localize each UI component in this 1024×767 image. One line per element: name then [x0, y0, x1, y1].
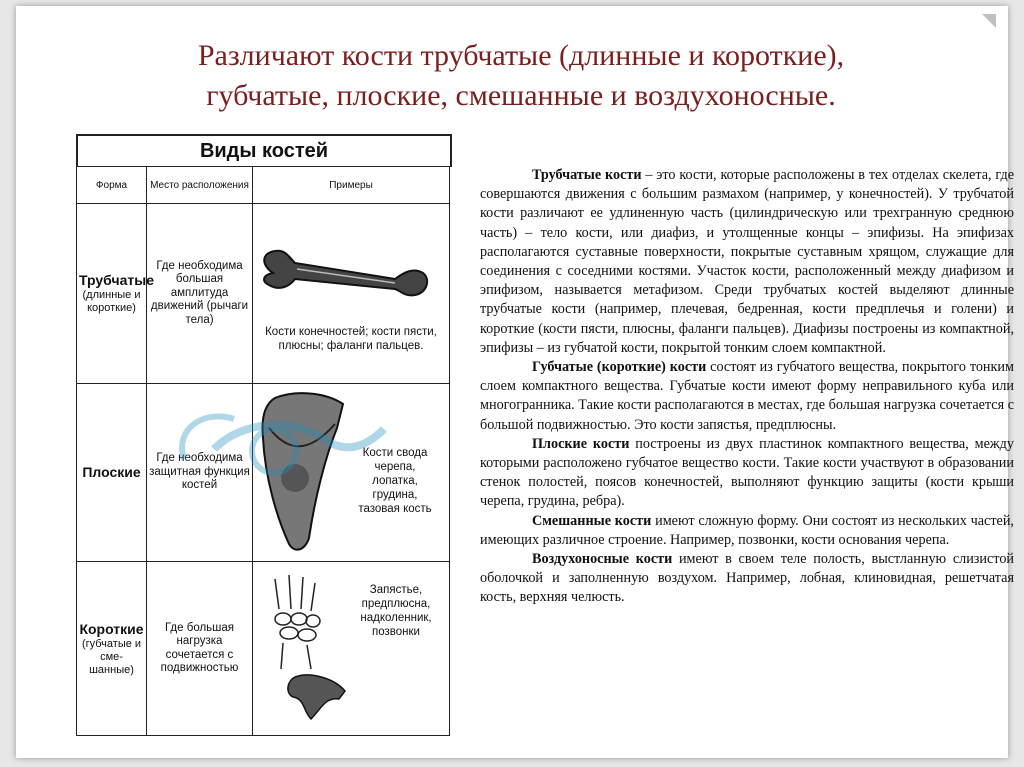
slide	[16, 6, 1015, 758]
examples-text: Кости свода черепа, лопатка, грудина, тазовая кость	[358, 446, 432, 515]
location-cell: Где необходима большая амплитуда движений (рычаги тела)	[147, 204, 253, 384]
header-form: Форма	[77, 167, 147, 204]
text-mixed: имеют сложную форму. Они состоят из нескольких частей, имеющих различное строение. Например, позвонки, кости основания черепа.	[480, 512, 1014, 548]
examples-cell	[253, 562, 450, 736]
header-location: Место расположения	[147, 167, 253, 204]
form-sub: (губчатые и сме-шанные)	[81, 637, 142, 676]
table-row	[77, 204, 450, 384]
table-row	[77, 562, 450, 736]
slide-title	[106, 36, 936, 116]
paragraph-spongy	[480, 358, 1014, 435]
form-cell	[77, 562, 147, 736]
corner-mark	[982, 14, 996, 28]
paragraph-flat	[480, 435, 1014, 512]
title-line-2: губчатые, плоские, смешанные и воздухоносные.	[206, 79, 836, 112]
examples-cell	[253, 384, 450, 562]
figure-title: Виды костей	[76, 134, 452, 167]
text-spongy: состоят из губчатого вещества, покрытого тонким слоем компактного вещества. Губчатые кости имеют форму неправильного куба или многогранника. Такие кости располагаются в местах, где большая нагрузка сочетается с большой подвижностью. Это кости запястья, предплюсны.	[480, 359, 1014, 433]
examples-cell	[253, 204, 450, 384]
table-header-row	[77, 167, 450, 204]
term-tubular: Трубчатые кости	[532, 167, 642, 183]
text-pneumatic: имеют в своем теле полость, выстланную слизистой оболочкой и заполненную воздухом. Например, лобная, клиновидная, решетчатая кость, верхняя челюсть.	[480, 551, 1015, 606]
paragraph-pneumatic	[480, 550, 1014, 608]
header-examples: Примеры	[253, 167, 450, 204]
long-bone-image	[255, 235, 435, 325]
location-cell: Где большая нагрузка сочетается с подвижностью	[147, 562, 253, 736]
term-spongy: Губчатые (короткие) кости	[532, 359, 707, 376]
term-pneumatic: Воздухоносные кости	[532, 551, 673, 568]
term-flat: Плоские кости	[532, 435, 630, 452]
location-cell: Где необходима защитная функция костей	[147, 384, 253, 562]
text-tubular: – это кости, которые расположены в тех отделах скелета, где совершаются движения с большим размахом (например, у конечностей). У трубчатой кости различают ее удлиненную часть (цилиндрическую или трехгранную среднюю часть) – тело кости, или диафиз, и утолщенные концы – эпифизы. На эпифизах располагаются суставные поверхности, покрытые суставным хрящом, служащие для соединения с соседними костями. Участок кости, расположенный между диафизом и эпифизом, называется метафизом. Среди трубчатых костей выделяют длинные трубчатые кости (например, плечевая, бедренная, кости предплечья и голени) и короткие (кости пясти, плюсны, фаланги пальцев). Диафизы построены из компактной, эпифизы – из губчатой кости, покрытой тонким слоем компактной.	[480, 167, 1015, 356]
paragraph-tubular	[480, 166, 1014, 358]
term-mixed: Смешанные кости	[532, 512, 652, 529]
wrist-bones-image	[255, 569, 351, 729]
examples-text: Запястье, предплюсна, надколенник, позвонки	[360, 583, 432, 638]
bone-types-table	[76, 166, 450, 736]
table-row	[77, 384, 450, 562]
text-flat: построены из двух пластинок компактного вещества, между которыми расположено губчатое вещество кости. Такие кости участвуют в образовании стенок полостей, поясов конечностей, выполняют функцию защиты (кости крыши черепа, грудина, ребра).	[480, 435, 1014, 510]
form-name: Короткие	[79, 620, 144, 637]
form-name: Трубчатые	[79, 272, 154, 288]
form-sub: (длинные и короткие)	[82, 289, 141, 314]
body-text	[480, 166, 1014, 608]
form-name: Плоские	[82, 464, 141, 480]
scapula-image	[255, 388, 355, 558]
paragraph-mixed	[480, 512, 1014, 550]
examples-text: Кости конечностей; кости пясти, плюсны; фаланги пальцев.	[265, 325, 437, 352]
form-cell	[77, 384, 147, 562]
title-line-1: Различают кости трубчатые (длинные и короткие),	[197, 39, 845, 72]
form-cell	[77, 204, 154, 384]
bone-types-figure	[74, 134, 452, 744]
